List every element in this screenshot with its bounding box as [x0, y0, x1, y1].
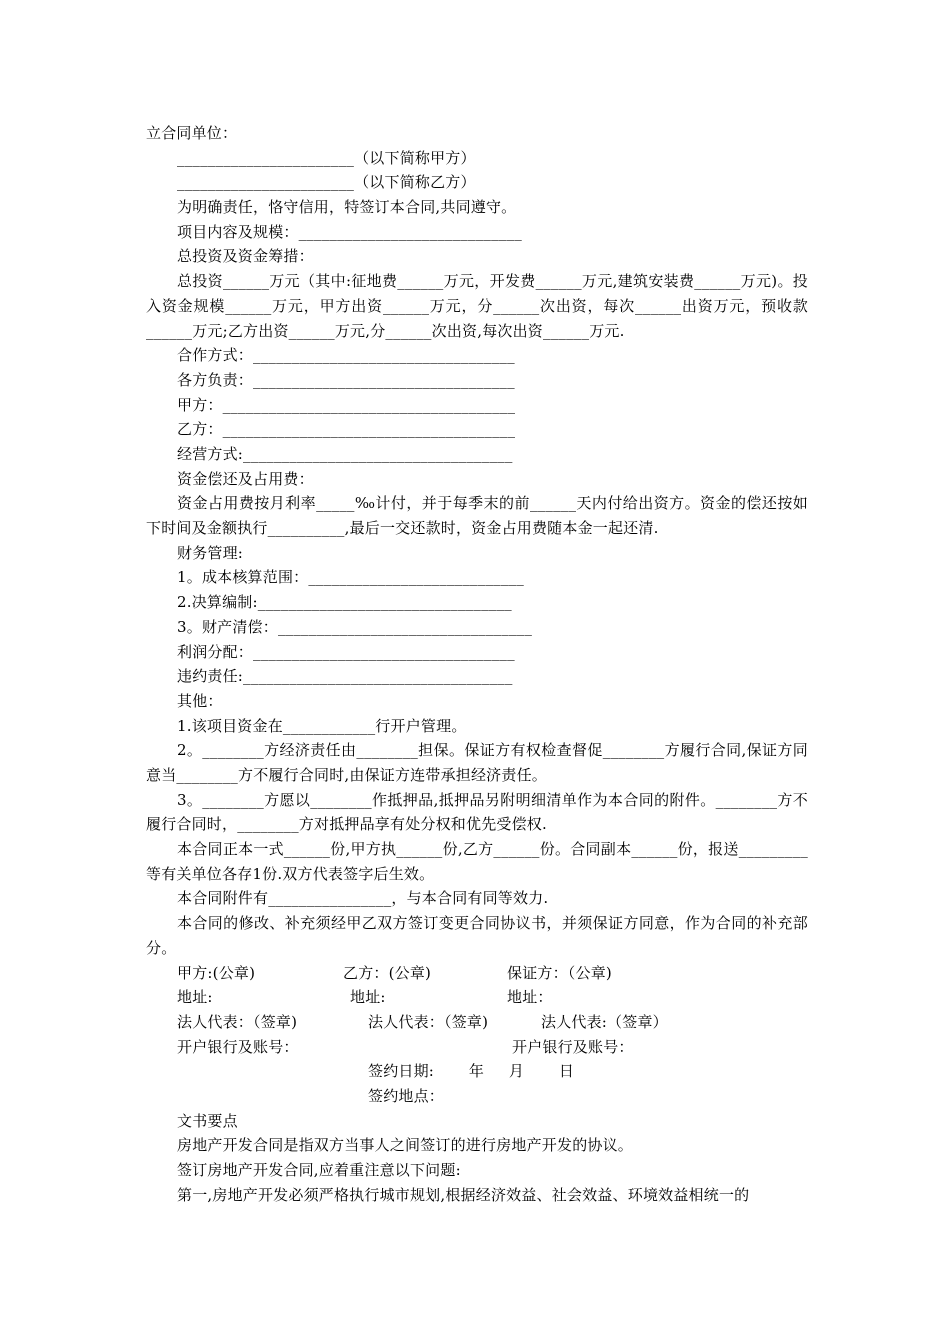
guarantor-address: 地址： — [507, 988, 553, 1007]
asset-settlement-line: 3。财产清偿：_________________________________ — [177, 617, 533, 636]
notes-paragraph-2: 签订房地产开发合同,应着重注意以下问题: — [177, 1161, 461, 1180]
copies-paragraph: 本合同正本一式______份,甲方执______份,乙方______份。合同副本______份，报送_________等有关单位各存1份.双方代表签字后生效。 — [146, 840, 808, 883]
amendment-paragraph: 本合同的修改、补充须经甲乙双方签订变更合同协议书，并须保证方同意，作为合同的补充部分。 — [146, 914, 808, 957]
party-a-seal: 甲方:(公章) — [177, 963, 256, 982]
contract-parties-header: 立合同单位： — [146, 124, 238, 142]
notes-heading: 文书要点 — [177, 1111, 238, 1130]
responsibilities-line: 各方负责：__________________________________ — [177, 370, 515, 389]
party-b-line: _______________________（以下简称乙方） — [177, 173, 476, 192]
sign-place: 签约地点： — [368, 1087, 445, 1106]
party-a-legal-rep: 法人代表：（签章) — [177, 1012, 298, 1031]
repayment-heading: 资金偿还及占用费： — [177, 469, 314, 488]
guarantor-seal: 保证方：（公章) — [507, 963, 612, 982]
party-a-line: _______________________（以下简称甲方） — [177, 148, 476, 167]
final-accounts-line: 2.决算编制:_________________________________ — [177, 593, 512, 612]
repayment-paragraph: 资金占用费按月利率_____‰计付，并于每季末的前______天内付给出资方。资金的偿还按如下时间及金额执行__________,最后一交还款时，资金占用费随本金一起还清. — [146, 494, 808, 538]
party-b-legal-rep: 法人代表：（签章) — [368, 1012, 489, 1031]
signature-legal-rep-row — [146, 1010, 808, 1035]
guarantor-legal-rep: 法人代表:（签章） — [541, 1012, 668, 1031]
intro-text: 为明确责任，恪守信用，特签订本合同,共同遵守。 — [177, 198, 517, 217]
signature-address-row — [146, 985, 808, 1010]
cost-scope-line: 1。成本核算范围：____________________________ — [177, 568, 524, 587]
other-clause-3: 3。________方愿以________作抵押品,抵押品另附明细清单作为本合同的附件。________方不履行合同时，________方对抵押品享有处分权和优先受偿权. — [146, 790, 808, 834]
notes-paragraph-3: 第一,房地产开发必须严格执行城市规划,根据经济效益、社会效益、环境效益相统一的 — [177, 1185, 750, 1204]
profit-distribution-line: 利润分配：__________________________________ — [177, 642, 515, 661]
others-heading: 其他： — [177, 691, 223, 710]
document-body — [146, 121, 808, 1207]
party-b-seal: 乙方：(公章) — [343, 963, 432, 982]
investment-heading: 总投资及资金筹措： — [177, 247, 314, 266]
sign-date: 签约日期: 年 月 日 — [368, 1062, 575, 1081]
cooperation-mode-line: 合作方式：__________________________________ — [177, 346, 515, 365]
party-b-address: 地址: — [350, 988, 386, 1007]
party-a-address: 地址: — [177, 988, 213, 1007]
signature-bank-row — [146, 1035, 808, 1060]
party-a-duty-line: 甲方：______________________________________ — [177, 395, 516, 414]
investment-paragraph: 总投资______万元（其中:征地费______万元，开发费______万元,建筑安装费______万元)。投入资金规模______万元，甲方出资______万元，分______次出资，每次______出资万元，预收款______万元;乙方出资______万元,分______次出资,每次出资______万元. — [146, 272, 808, 340]
party-b-duty-line: 乙方：______________________________________ — [177, 420, 516, 439]
finance-heading: 财务管理: — [177, 543, 244, 562]
party-bank-account-2: 开户银行及账号： — [512, 1037, 634, 1056]
signature-seal-row — [146, 961, 808, 986]
other-clause-1: 1.该项目资金在____________行开户管理。 — [177, 716, 467, 735]
default-liability-line: 违约责任:___________________________________ — [177, 667, 513, 686]
sign-place-row — [146, 1084, 808, 1109]
other-clause-2: 2。________方经济责任由________担保。保证方有权检查督促________方履行合同,保证方同意当________方不履行合同时,由保证方连带承担经济责任。 — [146, 741, 808, 784]
operation-mode-line: 经营方式:___________________________________ — [177, 444, 513, 463]
party-bank-account-1: 开户银行及账号： — [177, 1037, 299, 1056]
annex-paragraph: 本合同附件有________________，与本合同有同等效力. — [177, 889, 549, 908]
notes-paragraph-1: 房地产开发合同是指双方当事人之间签订的进行房地产开发的协议。 — [177, 1136, 634, 1155]
sign-date-row — [146, 1059, 808, 1084]
project-scope-line: 项目内容及规模：_____________________________ — [177, 222, 522, 241]
